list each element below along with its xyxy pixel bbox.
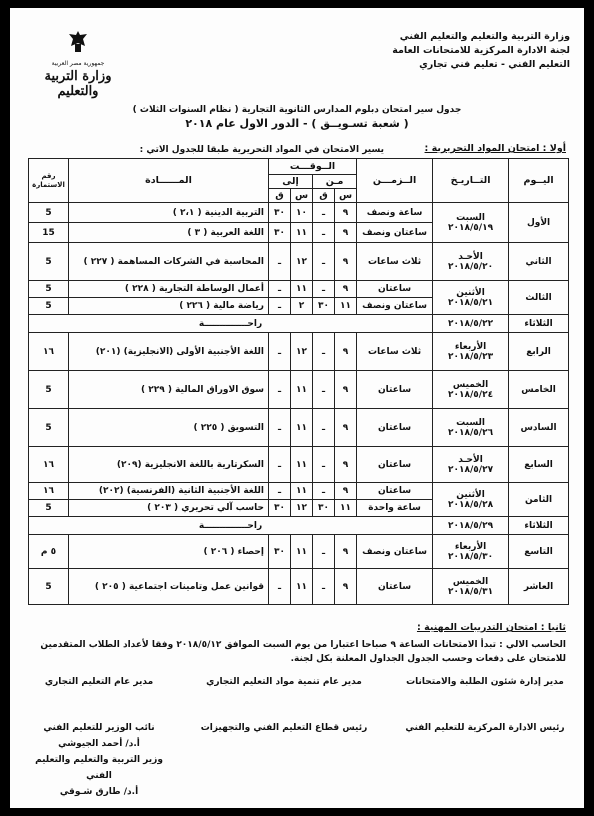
date-cell	[433, 483, 509, 517]
date-cell: ٢٠١٨/٥/٢٩	[433, 517, 509, 535]
duration-cell: ساعة واحدة	[357, 500, 433, 517]
day-cell: الثلاثاء	[509, 517, 569, 535]
section-1-heading: أولا : امتحان المواد التحريرية :	[424, 143, 566, 154]
ministry-line: وزارة التربية والتعليم والتعليم الفني	[399, 31, 570, 42]
to-hour: ١٢	[291, 500, 313, 517]
schedule-table	[28, 158, 569, 605]
section-2-heading: ثانيا : امتحان التدريبات المهنية :	[416, 622, 566, 633]
to-hour: ١١	[291, 569, 313, 605]
signature-block	[24, 674, 174, 690]
form-no-cell: ١٦	[29, 333, 69, 371]
weekday: الأثنين	[456, 489, 485, 500]
ministry-header	[370, 30, 570, 72]
branch-line: ( شعبة تسـويــق ) - الدور الاول عام ٢٠١٨	[185, 117, 409, 130]
day-cell: العاشر	[509, 569, 569, 605]
from-hour: ٩	[335, 483, 357, 500]
form-no-cell: ٥ م	[29, 535, 69, 569]
to-minute: ـ	[269, 483, 291, 500]
duration-cell: ساعتان	[357, 409, 433, 447]
subject-cell: أعمال الوساطة التجارية ( ٢٢٨ )	[69, 281, 269, 298]
from-hour: ١١	[335, 298, 357, 315]
subject-cell: التربية الدينية ( ٢،١ )	[69, 203, 269, 223]
title-line: جدول سير امتحان دبلوم المدارس الثانوية التجارية ( نظام السنوات الثلاث )	[132, 105, 462, 115]
signature-title: مدير عام التعليم التجاري	[44, 677, 154, 687]
duration-cell: ساعتان ونصف	[357, 298, 433, 315]
subject-cell: اللغة الأجنبية الأولى (الانجليزية) (٢٠١)	[69, 333, 269, 371]
date-value: ٢٠١٨/٥/٢٠	[448, 261, 494, 272]
header-minute: ق	[313, 189, 335, 203]
from-minute: ـ	[313, 535, 335, 569]
date-value: ٢٠١٨/٥/٣٠	[448, 551, 494, 562]
from-hour: ٩	[335, 243, 357, 281]
from-minute: ـ	[313, 223, 335, 243]
eagle-emblem-icon	[28, 30, 128, 60]
duration-cell: ثلاث ساعات	[357, 333, 433, 371]
date-value: ٢٠١٨/٥/٢٧	[448, 464, 494, 475]
rest-cell: راحــــــــــــــة	[29, 315, 433, 333]
date-value: ٢٠١٨/٥/٣١	[448, 586, 494, 597]
subject-cell: اللغة الأجنبية الثانية (الفرنسية) (٢٠٢)	[69, 483, 269, 500]
to-minute: ـ	[269, 243, 291, 281]
signature-title: رئيس قطاع التعليم الفني والتجهيزات	[200, 723, 368, 733]
signature-title: مدير إدارة شئون الطلبة والامتحانات	[406, 677, 564, 687]
table-row	[29, 409, 569, 447]
form-no-cell: ١٦	[29, 483, 69, 500]
to-minute: ـ	[269, 371, 291, 409]
to-hour: ١١	[291, 447, 313, 483]
to-hour: ٢	[291, 298, 313, 315]
weekday: الأحـد	[458, 454, 483, 465]
subject-cell: السكرتارية باللغة الانجليزية (٢٠٩)	[69, 447, 269, 483]
date-cell	[433, 281, 509, 315]
form-no-cell: 5	[29, 500, 69, 517]
weekday: الخميس	[452, 576, 489, 587]
logo-small-text: جمهورية مصر العربية	[51, 60, 105, 67]
to-minute: ٣٠	[269, 535, 291, 569]
from-hour: ٩	[335, 333, 357, 371]
to-minute: ـ	[269, 281, 291, 298]
date-cell	[433, 333, 509, 371]
weekday: الأثنين	[456, 287, 485, 298]
date-value: ٢٠١٨/٥/٢٨	[448, 499, 494, 510]
day-cell: التاسع	[509, 535, 569, 569]
weekday: الأحـد	[458, 251, 483, 262]
document-title	[100, 103, 494, 131]
day-cell: الثلاثاء	[509, 315, 569, 333]
from-minute: ـ	[313, 243, 335, 281]
date-cell	[433, 569, 509, 605]
from-hour: ٩	[335, 371, 357, 409]
date-value: ٢٠١٨/٥/٢٦	[448, 427, 494, 438]
duration-cell: ساعتان	[357, 569, 433, 605]
signature-title: وزير التربية والتعليم والتعليم الفني	[35, 755, 163, 781]
to-minute: ـ	[269, 333, 291, 371]
date-cell	[433, 409, 509, 447]
to-hour: ١١	[291, 281, 313, 298]
header-form-no: رقم الاستمارة	[29, 159, 69, 203]
table-row	[29, 281, 569, 298]
logo-text: وزارة التربية والتعليم	[44, 69, 112, 99]
from-hour: ٩	[335, 203, 357, 223]
table-row	[29, 243, 569, 281]
from-minute: ٣٠	[313, 298, 335, 315]
from-minute: ـ	[313, 569, 335, 605]
form-no-cell: 5	[29, 298, 69, 315]
day-cell: السادس	[509, 409, 569, 447]
header-day: اليــوم	[509, 159, 569, 203]
weekday: السبت	[456, 417, 485, 428]
header-duration: الــزمـــن	[357, 159, 433, 203]
table-row	[29, 569, 569, 605]
from-hour: ٩	[335, 409, 357, 447]
to-minute: ـ	[269, 569, 291, 605]
signature-title: نائب الوزير للتعليم الفني	[43, 723, 155, 733]
from-hour: ١١	[335, 500, 357, 517]
to-minute: ٣٠	[269, 500, 291, 517]
signature-block	[194, 674, 374, 690]
weekday: الخميس	[452, 379, 489, 390]
duration-cell: ساعتان	[357, 483, 433, 500]
header-date: التــاريـخ	[433, 159, 509, 203]
subject-cell: رياضة مالية ( ٢٢٦ )	[69, 298, 269, 315]
header-hour: س	[335, 189, 357, 203]
from-hour: ٩	[335, 223, 357, 243]
weekday: الأربعاء	[454, 541, 487, 552]
date-value: ٢٠١٨/٥/٢٣	[448, 351, 494, 362]
weekday: الأربعاء	[454, 341, 487, 352]
ministry-line: لجنة الادارة المركزية للامتحانات العامة	[392, 45, 570, 56]
subject-cell: قوانين عمل وتامينات اجتماعية ( ٢٠٥ )	[69, 569, 269, 605]
from-hour: ٩	[335, 535, 357, 569]
subject-cell: حاسب آلي تحريري ( ٢٠٣ )	[69, 500, 269, 517]
ministry-line: التعليم الفني - تعليم فني تجاري	[419, 59, 570, 70]
duration-cell: ثلاث ساعات	[357, 243, 433, 281]
day-cell: الخامس	[509, 371, 569, 409]
to-minute: ـ	[269, 409, 291, 447]
to-hour: ١١	[291, 371, 313, 409]
to-hour: ١٢	[291, 243, 313, 281]
rest-row	[29, 315, 569, 333]
signature-block	[194, 720, 374, 736]
date-cell	[433, 203, 509, 243]
date-cell	[433, 243, 509, 281]
table-row	[29, 371, 569, 409]
from-minute: ـ	[313, 483, 335, 500]
from-hour: ٩	[335, 447, 357, 483]
form-no-cell: 5	[29, 243, 69, 281]
header-from: مـن	[313, 175, 357, 189]
header-time: الــوقـــت	[269, 159, 357, 175]
table-row	[29, 203, 569, 223]
signature-name: أ.د/ أحمد الجيوشي	[58, 739, 140, 749]
to-hour: ١٠	[291, 203, 313, 223]
weekday: السبت	[456, 212, 485, 223]
signature-title: رئيس الادارة المركزية للتعليم الفني	[405, 723, 565, 733]
from-minute: ـ	[313, 371, 335, 409]
table-row	[29, 447, 569, 483]
date-value: ٢٠١٨/٥/٢٤	[448, 389, 494, 400]
from-minute: ـ	[313, 281, 335, 298]
form-no-cell: 5	[29, 409, 69, 447]
duration-cell: ساعتان ونصف	[357, 223, 433, 243]
table-row	[29, 333, 569, 371]
from-minute: ـ	[313, 447, 335, 483]
from-hour: ٩	[335, 569, 357, 605]
from-minute: ٣٠	[313, 500, 335, 517]
duration-cell: ساعتان	[357, 281, 433, 298]
date-cell	[433, 535, 509, 569]
day-cell: الثاني	[509, 243, 569, 281]
subject-cell: اللغة العربية ( ٣ )	[69, 223, 269, 243]
exam-schedule-page	[10, 8, 584, 808]
subject-cell: التسويق ( ٢٢٥ )	[69, 409, 269, 447]
date-cell	[433, 371, 509, 409]
date-value: ٢٠١٨/٥/٢١	[448, 297, 494, 308]
schedule-intro: يسير الامتحان في المواد التحريرية طبقا للجدول الاتي :	[139, 145, 384, 155]
date-cell: ٢٠١٨/٥/٢٢	[433, 315, 509, 333]
day-cell: الثامن	[509, 483, 569, 517]
form-no-cell: 5	[29, 203, 69, 223]
to-minute: ـ	[269, 447, 291, 483]
duration-cell: ساعتان ونصف	[357, 535, 433, 569]
signature-block	[24, 720, 174, 800]
day-cell: الأول	[509, 203, 569, 243]
ministry-logo	[28, 30, 128, 99]
subject-cell: سوق الاوراق المالية ( ٢٢٩ )	[69, 371, 269, 409]
to-hour: ١١	[291, 483, 313, 500]
section-2-text: الحاسب الالي : تبدأ الامتحانات الساعة ٩ صباحا اعتبارا من يوم السبت الموافق ٢٠١٨/٥/١٢ وفقا لأعداد الطلاب المتقدمين للامتحان على دفعات وحسب الجدول الجداول المعلنة بكل لجنة.	[40, 640, 566, 664]
from-minute: ـ	[313, 409, 335, 447]
from-hour: ٩	[335, 281, 357, 298]
duration-cell: ساعة ونصف	[357, 203, 433, 223]
form-no-cell: 15	[29, 223, 69, 243]
day-cell: الثالث	[509, 281, 569, 315]
rest-cell: راحــــــــــــــة	[29, 517, 433, 535]
from-minute: ـ	[313, 203, 335, 223]
to-hour: ١١	[291, 535, 313, 569]
from-minute: ـ	[313, 333, 335, 371]
table-row	[29, 535, 569, 569]
header-subject: المــــــادة	[69, 159, 269, 203]
to-minute: ـ	[269, 298, 291, 315]
table-row	[29, 483, 569, 500]
signature-title: مدير عام تنمية مواد التعليم التجاري	[206, 677, 362, 687]
day-cell: الرابع	[509, 333, 569, 371]
signature-name: أ.د/ طارق شـوقي	[59, 787, 139, 797]
subject-cell: المحاسبة في الشركات المساهمة ( ٢٢٧ )	[69, 243, 269, 281]
form-no-cell: ١٦	[29, 447, 69, 483]
signature-block	[400, 674, 570, 690]
form-no-cell: 5	[29, 569, 69, 605]
form-no-cell: 5	[29, 281, 69, 298]
subject-cell: إحصاء ( ٢٠٦ )	[69, 535, 269, 569]
signature-block	[400, 720, 570, 736]
date-cell	[433, 447, 509, 483]
duration-cell: ساعتان	[357, 447, 433, 483]
header-to: إلى	[269, 175, 313, 189]
day-cell: السابع	[509, 447, 569, 483]
to-minute: ٣٠	[269, 203, 291, 223]
to-minute: ٣٠	[269, 223, 291, 243]
rest-row	[29, 517, 569, 535]
to-hour: ١١	[291, 409, 313, 447]
to-hour: ١١	[291, 223, 313, 243]
form-no-cell: 5	[29, 371, 69, 409]
to-hour: ١٢	[291, 333, 313, 371]
header-hour: س	[291, 189, 313, 203]
duration-cell: ساعتان	[357, 371, 433, 409]
date-value: ٢٠١٨/٥/١٩	[448, 222, 494, 233]
header-minute: ق	[269, 189, 291, 203]
